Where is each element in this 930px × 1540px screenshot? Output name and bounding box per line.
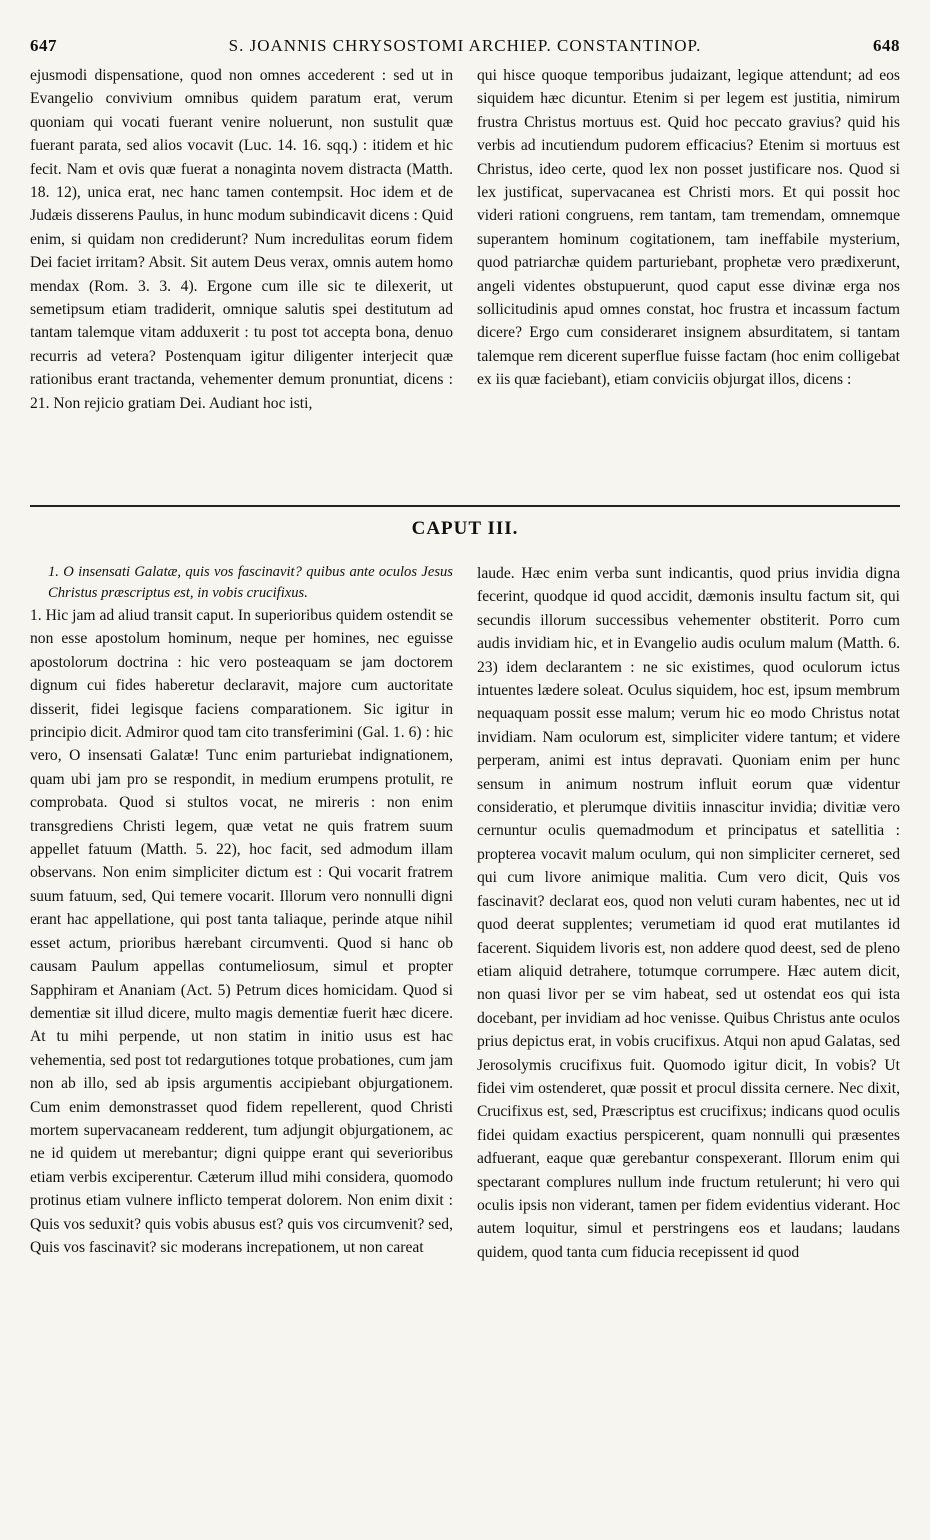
scripture-verse: 1. O insensati Galatæ, quis vos fascinavit? quibus ante oculos Jesus Christus præscriptus est, in vobis crucifixus.: [48, 564, 453, 601]
top-right-text: qui hisce quoque temporibus judaizant, legique attendunt; ad eos siquidem hæc dicuntur. Etenim si per legem est justitia, nimirum frustra Christus mortuus est. Quid hoc peccato gravius? quid his verbis ad incutiendum pudorem efficacius? Etenim si mortuus est Christus, ideo certe, quod lex non posset justificare nos. Quod si lex justificat, supervacanea est Christi mors. Et qui possit hoc videri rationi congruens, rem tantam, tam tremendam, omnemque superantem hominum cogitationem, tam ineffabile mysterium, quod patriarchæ quidem parturiebant, prophetæ vero prædixerunt, angeli videntes obstupuerunt, quod caput esse divinæ erga nos sollicitudinis apud omnes constat, hoc frustra et incassum factum dicere? Ergo cum consideraret insignem absurditatem, si tantam talemque rem dicerent superflue fuisse factam (hoc enim colligebat ex iis quæ faciebant), etiam conviciis objurgat illos, dicens :: [477, 67, 900, 389]
right-page-number: 648: [873, 36, 900, 55]
bottom-left-column: [30, 562, 453, 1522]
top-left-text: ejusmodi dispensatione, quod non omnes accederent : sed ut in Evangelio convivium omnibus quidem paratum erat, verum quoniam qui vocati fuerant venire noluerunt, non sustulit quæ fuerant parata, sed alios vocavit (Luc. 14. 16. sqq.) : itidem et hic fecit. Nam et ovis quæ fuerat a nonaginta novem distracta (Matth. 18. 12), unica erat, nec hanc tamen contempsit. Hoc idem et de Judæis disserens Paulus, in hunc modum subindicavit dicens : Quid enim, si quidam non crediderunt? Num incredulitas eorum fidem Dei faciet irritam? Absit. Sit autem Deus verax, omnis autem homo mendax (Rom. 3. 3. 4). Ergone cum ille sic te dilexerit, ut semetipsum etiam tradiderit, omnique salutis spei destitutum ad tantam talemque vitam adduxerit : tu post tot accepta bona, denuo recurris ad vetera? Postenquam igitur diligenter interjecit quæ rationibus erant tractanda, vehementer demum pronuntiat, dicens : 21. Non rejicio gratiam Dei. Audiant hoc isti,: [30, 67, 453, 412]
top-right-column: [477, 64, 900, 494]
bottom-right-column: [477, 562, 900, 1522]
section-divider: [30, 505, 900, 507]
running-title: S. JOANNIS CHRYSOSTOMI ARCHIEP. CONSTANTINOP.: [228, 36, 702, 55]
bottom-right-text: laude. Hæc enim verba sunt indicantis, quod prius invidia digna fecerint, quodque id quod accidit, dæmonis insultu factum sit, qui secundis illorum successibus vehementer obstiterit. Porro cum audis invidiam hic, et in Evangelio audis oculum malum (Matth. 6. 23) idem declarantem : ne sic existimes, quod oculorum ictus intuentes lædere soleat. Oculus siquidem, hoc est, ipsum membrum nequaquam possit esse malum; verum hic eo modo Christus notat invidiam. Nam oculorum est, simpliciter videre tantum; et videre perperam, animi est intus depravati. Quoniam enim per hunc sensum in animum nostrum influit eorum quæ videntur consideratio, et plerumque divitiis innascitur invidia; divitiæ vero cernuntur oculis quemadmodum et principatus et satellitia : propterea vocavit malum oculum, qui non simpliciter cerneret, sed qui cum livore animique malitia. Cum vero dicit, Quis vos fascinavit? declarat eos, quod non veluti curam habentes, nec ut id quod deerat supplentes; verumetiam id quod erat mutilantes id facerent. Siquidem livoris est, non addere quod deest, sed de pleno etiam aliquid detrahere, totumque corrumpere. Hæc autem dicit, non quasi livor per se vim habeat, sed ut ostendat eos qui ista docebant, per invidiam ad hoc venisse. Quibus Christus ante oculos prius depictus erat, in vobis crucifixus. Atqui non apud Galatas, sed Jerosolymis crucifixus fuit. Quomodo igitur dicit, In vobis? Ut fidei vim ostenderet, quæ possit et procul dissita cernere. Nec dixit, Crucifixus est, sed, Præscriptus est crucifixus; indicans quod oculis fidei quidam exactius perspicerent, quam nonnulli qui præsentes adfuerant, eaque quæ gerebantur conspexerant. Illorum enim qui spectarant complures nullum inde fructum retulerunt; hi vero qui oculis ipsis non viderant, tamen per fidem evidentius viderant. Hoc autem loquitur, simul et perstringens eos et laudans; laudans quidem, quod tanta cum fiducia recepissent id quod: [477, 565, 900, 1261]
running-header: [30, 36, 900, 62]
top-left-column: [30, 64, 453, 494]
top-columns: [30, 64, 900, 494]
left-page-number: 647: [30, 36, 57, 55]
bottom-columns: [30, 562, 900, 1522]
chapter-heading: CAPUT III.: [411, 518, 519, 539]
bottom-left-text: 1. Hic jam ad aliud transit caput. In superioribus quidem ostendit se non esse apostolum hominum, neque per homines, nec eguisse apostolorum doctrina : hic vero posteaquam se jam doctorem dignum cui fides haberetur declaravit, majore cum auctoritate disserit, fidei legisque faciens comparationem. Sic igitur in principio dicit. Admiror quod tam cito transferimini (Gal. 1. 6) : hic vero, O insensati Galatæ! Tunc enim parturiebat indignationem, quam ubi jam pro se respondit, in medium erumpens protulit, re comprobata. Quod si stultos vocat, ne mireris : non enim transgrediens Christi legem, quæ vetat ne quis fratrem suum appellet fatuum (Matth. 5. 22), hoc facit, sed admodum illam observans. Non enim simpliciter dictum est : Qui vocarit fratrem suum fatuum, sed, Qui temere vocarit. Illorum vero nonnulli digni erant hac appellatione, qui post tanta taliaque, perinde atque nihil esset actum, prioribus hærebant circumventi. Quod si hanc ob causam Paulum appellas contumeliosum, simul et propter Sapphiram et Ananiam (Act. 5) Petrum dices homicidam. Quod si dementiæ sit illud dicere, multo magis dementiæ fuerit hæc dicere. At tu mihi perpende, ut non statim in initio usus est hac vehementia, sed post tot redargutiones totque probationes, cum jam non ab illo, sed ab ipsis argumentis accipiebant objurgationem. Cum enim demonstrasset quod fidem repellerent, quod Christi mortem supervacaneam redderent, tum adjungit objurgationem, ac ne id quidem ut merebantur; digni quippe erant qui severioribus etiam verbis exciperentur. Cæterum illud mihi considera, quomodo protinus etiam vulnere inflicto temperat dolorem. Non enim dixit : Quis vos seduxit? quis vobis abusus est? quis vos circumvenit? sed, Quis vos fascinavit? sic moderans increpationem, ut non careat: [30, 607, 453, 1256]
